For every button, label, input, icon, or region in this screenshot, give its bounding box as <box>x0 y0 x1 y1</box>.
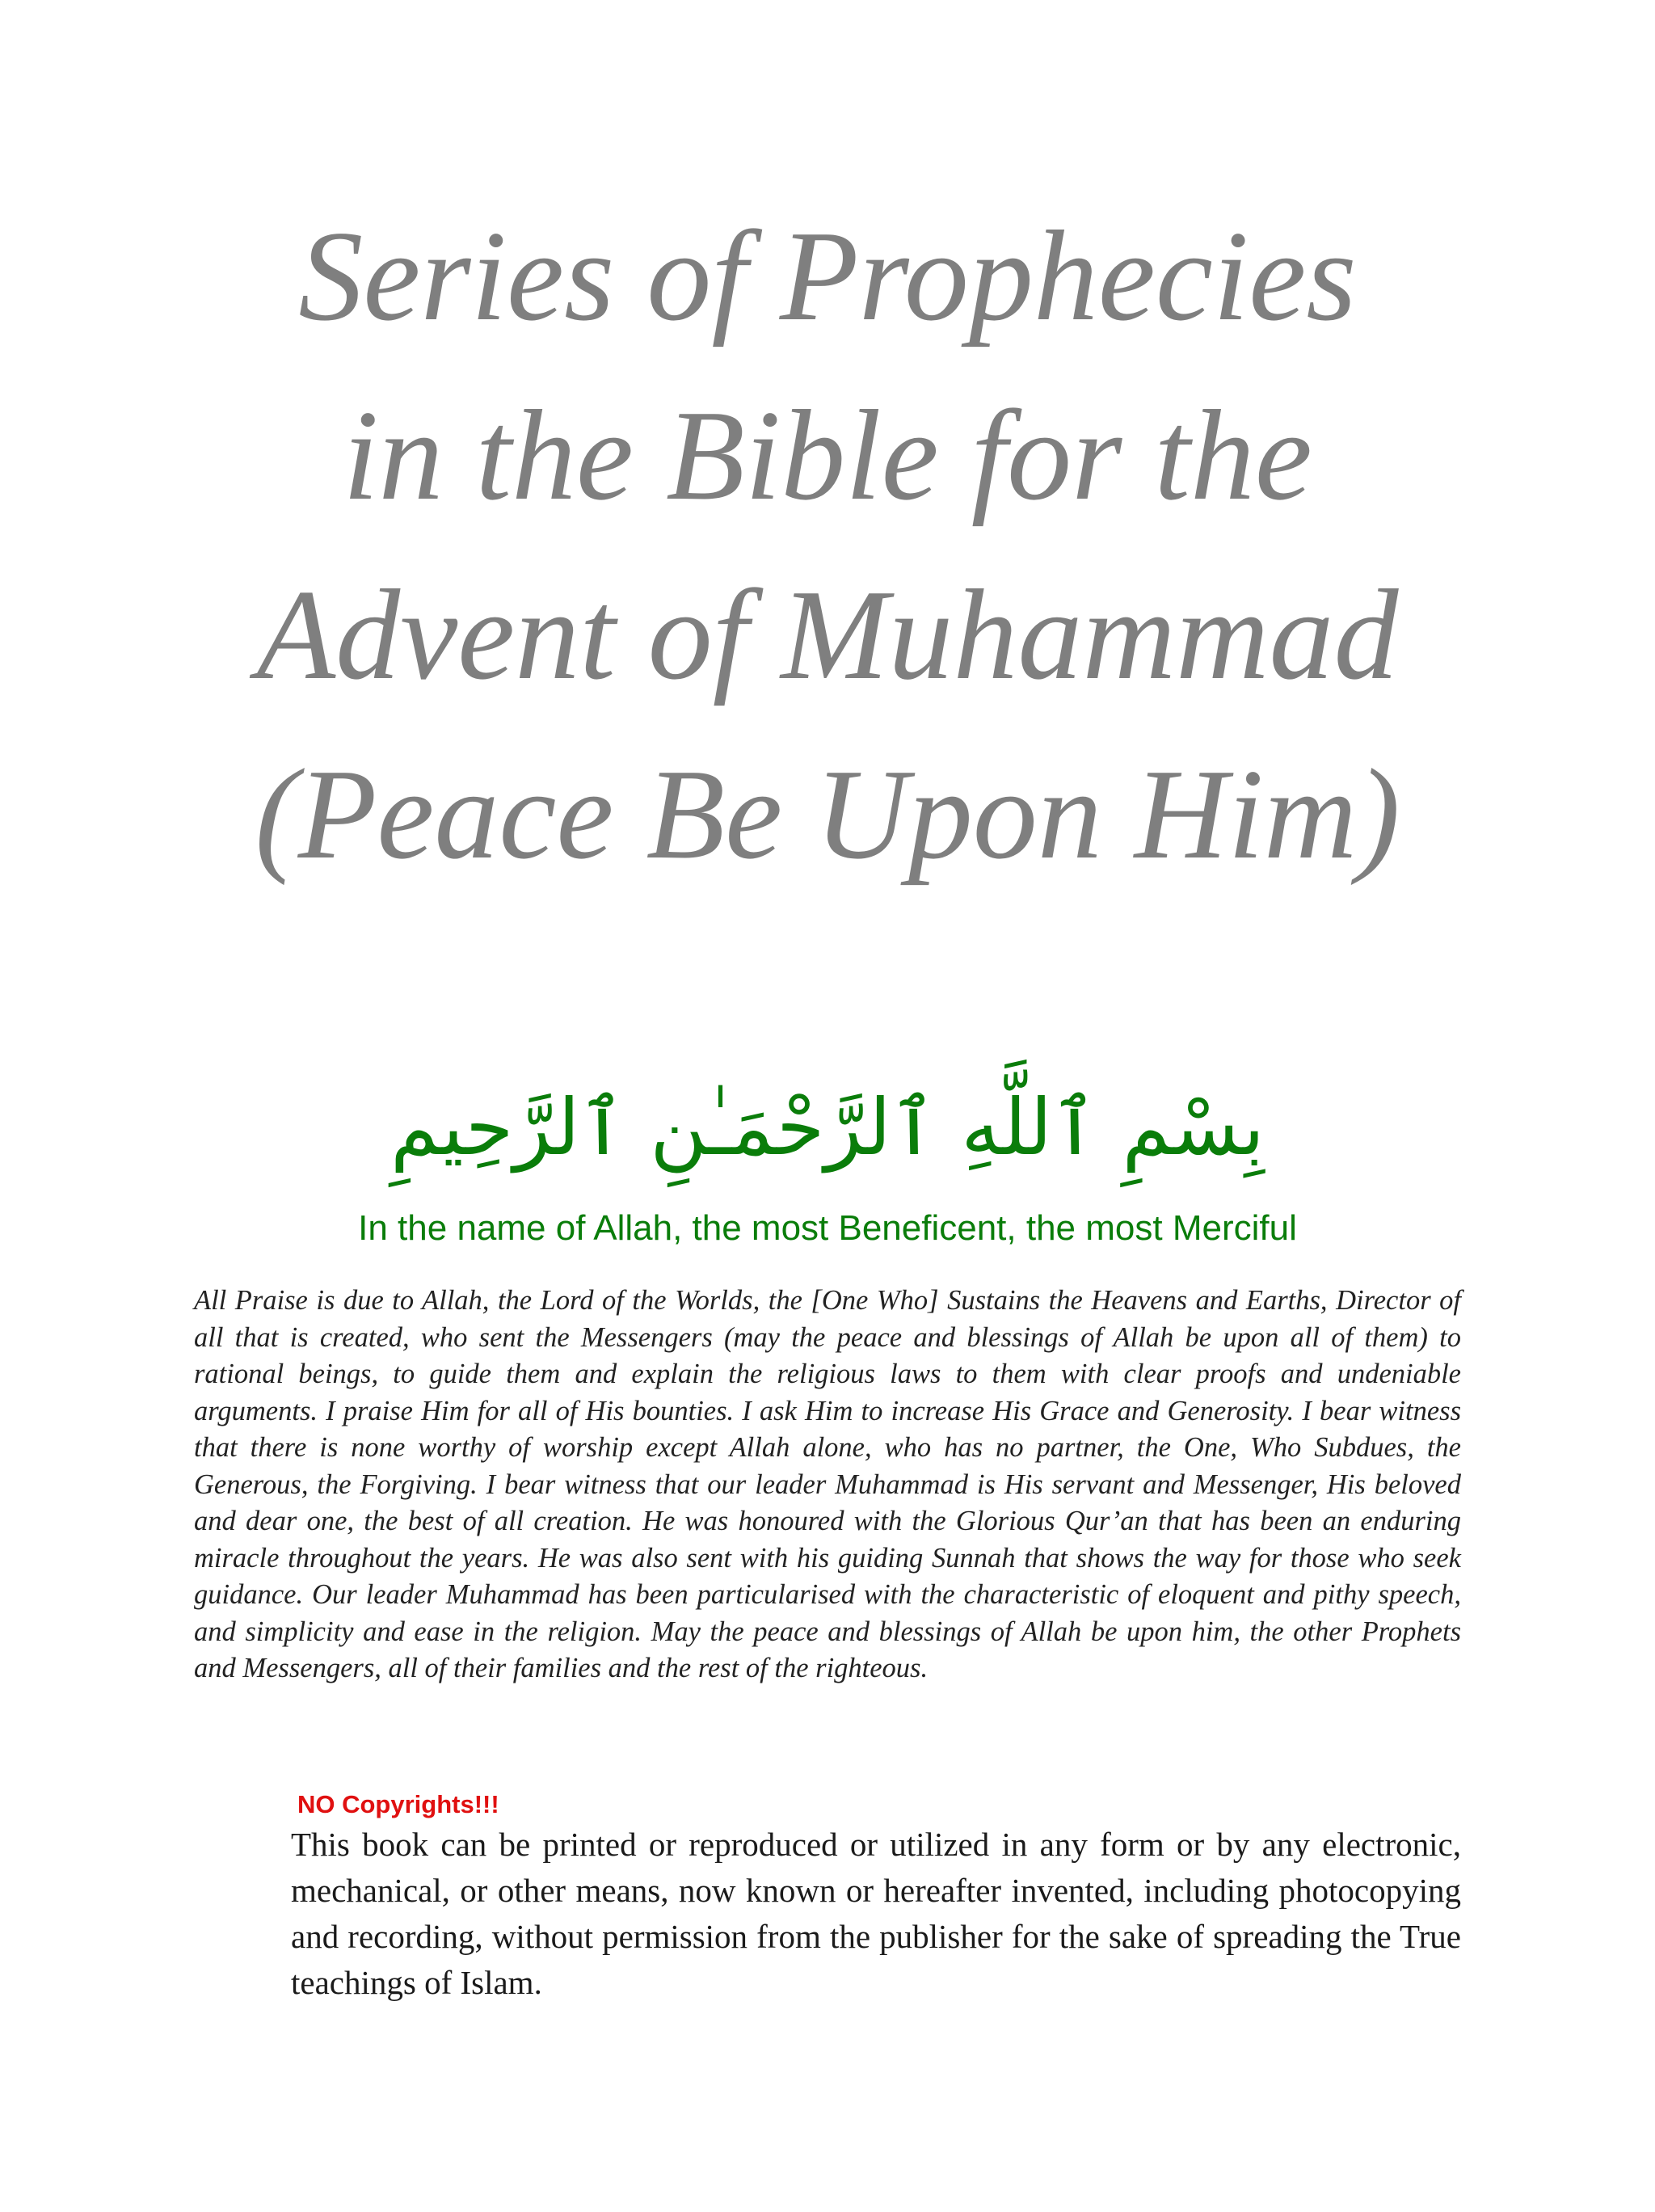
copyright-notice: This book can be printed or reproduced or utilized in any form or by any electronic, mechanical, or other means, now known or hereafter invented, including photocopying and recording, without permission from the publisher for the sake of spreading the True teachings of Islam. <box>291 1826 1461 2001</box>
title-line-3: Advent of Muhammad <box>256 562 1399 706</box>
basmala-arabic: بِسْمِ ٱللَّهِ ٱلرَّحْمَـٰنِ ٱلرَّحِيمِ <box>390 1082 1265 1173</box>
title-line-4: (Peace Be Upon Him) <box>255 742 1400 886</box>
title-line-2: in the Bible for the <box>343 383 1312 527</box>
book-title <box>0 186 1655 904</box>
basmala-translation: In the name of Allah, the most Beneficent, the most Merciful <box>358 1208 1297 1248</box>
title-line-1: Series of Prophecies <box>298 204 1357 348</box>
copyright-heading: NO Copyrights!!! <box>297 1790 499 1818</box>
praise-paragraph: All Praise is due to Allah, the Lord of the Worlds, the [One Who] Sustains the Heavens and Earths, Director of all that is created, who sent the Messengers (may the peace and blessings of Allah be upon all of them) to rational beings, to guide them and explain the religious laws to them with clear proofs and undeniable arguments. I praise Him for all of His bounties. I ask Him to increase His Grace and Generosity. I bear witness that there is none worthy of worship except Allah alone, who has no partner, the One, Who Subdues, the Generous, the Forgiving. I bear witness that our leader Muhammad is His servant and Messenger, His beloved and dear one, the best of all creation. He was honoured with the Glorious Qur’an that has been an enduring miracle throughout the years. He was also sent with his guiding Sunnah that shows the way for those who seek guidance. Our leader Muhammad has been particularised with the characteristic of eloquent and pithy speech, and simplicity and ease in the religion. May the peace and blessings of Allah be upon him, the other Prophets and Messengers, all of their families and the rest of the righteous. <box>194 1285 1461 1683</box>
